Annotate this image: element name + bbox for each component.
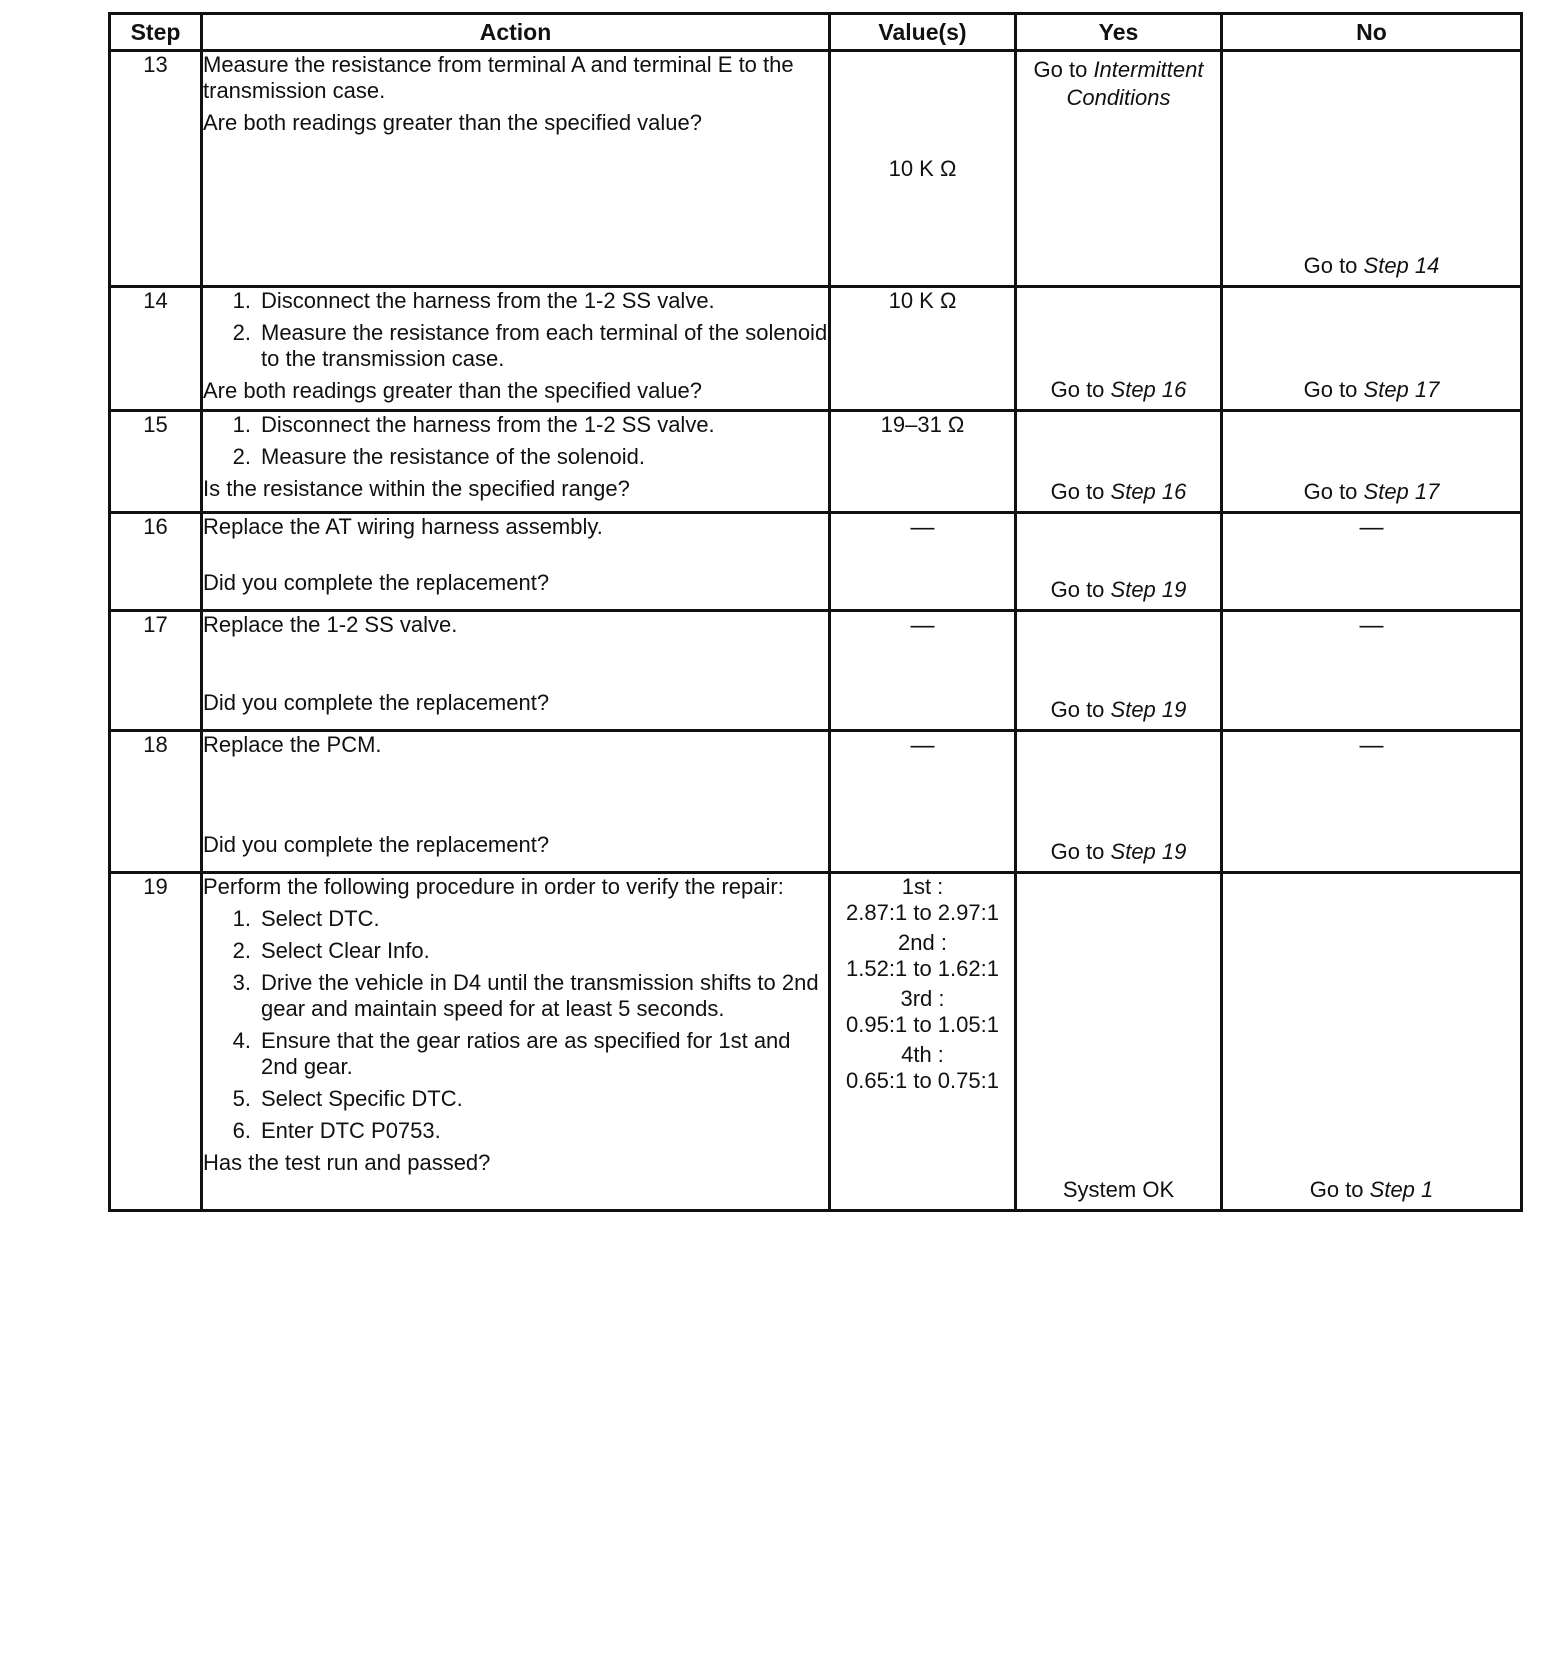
action-text: Measure the resistance from terminal A and terminal E to the transmission case.	[203, 52, 794, 103]
yes-cell	[1016, 411, 1222, 513]
action-text: Perform the following procedure in order to verify the repair:	[203, 874, 784, 899]
no-link: Step 1	[1369, 1177, 1434, 1202]
action-cell	[202, 873, 830, 1211]
step-number: 16	[110, 513, 202, 611]
yes-cell	[1016, 611, 1222, 731]
yes-cell	[1016, 873, 1222, 1211]
action-steps	[203, 288, 828, 372]
yes-cell	[1016, 731, 1222, 873]
yes-prefix: Go to	[1033, 57, 1094, 82]
value-cell: —	[830, 611, 1016, 731]
table-row	[110, 731, 1522, 873]
header-yes: Yes	[1016, 14, 1222, 51]
no-cell	[1222, 51, 1522, 287]
action-question: Did you complete the replacement?	[203, 570, 550, 595]
action-question: Did you complete the replacement?	[203, 832, 550, 857]
header-no: No	[1222, 14, 1522, 51]
yes-prefix: Go to	[1050, 479, 1111, 504]
no-cell: —	[1222, 513, 1522, 611]
no-cell	[1222, 287, 1522, 411]
table-row	[110, 287, 1522, 411]
yes-prefix: Go to	[1050, 577, 1111, 602]
step-number: 13	[110, 51, 202, 287]
no-cell: —	[1222, 731, 1522, 873]
no-prefix: Go to	[1309, 1177, 1370, 1202]
value-cell: 10 K Ω	[830, 51, 1016, 287]
action-question: Are both readings greater than the specified value?	[203, 110, 702, 135]
value-cell: 10 K Ω	[830, 287, 1016, 411]
no-cell: —	[1222, 611, 1522, 731]
yes-link: Step 16	[1110, 479, 1187, 504]
list-item: 6. Enter DTC P0753.	[232, 1118, 441, 1143]
yes-text: System OK	[1062, 1177, 1175, 1202]
yes-link: Step 19	[1110, 577, 1187, 602]
list-item: 2. Select Clear Info.	[232, 938, 430, 963]
list-item: 2. Measure the resistance from each terminal of the solenoid to the transmission case.	[232, 320, 828, 371]
action-steps	[203, 906, 828, 1144]
header-action: Action	[202, 14, 830, 51]
yes-link: Intermittent Conditions	[1066, 57, 1204, 110]
table-row	[110, 873, 1522, 1211]
yes-link: Step 19	[1110, 697, 1187, 722]
diagnostic-table	[108, 12, 1523, 1212]
no-link: Step 14	[1363, 253, 1440, 278]
table-row	[110, 51, 1522, 287]
action-cell	[202, 513, 830, 611]
ratio-1st: 1st : 2.87:1 to 2.97:1	[846, 874, 999, 925]
step-number: 18	[110, 731, 202, 873]
action-steps	[203, 412, 828, 470]
action-cell	[202, 411, 830, 513]
list-item: 1. Disconnect the harness from the 1-2 SS valve.	[232, 412, 715, 437]
no-cell	[1222, 873, 1522, 1211]
no-prefix: Go to	[1303, 479, 1364, 504]
action-question: Did you complete the replacement?	[203, 690, 550, 715]
action-question: Are both readings greater than the specified value?	[203, 378, 702, 403]
action-text: Replace the PCM.	[203, 732, 382, 757]
yes-prefix: Go to	[1050, 377, 1111, 402]
yes-prefix: Go to	[1050, 697, 1111, 722]
table-row	[110, 411, 1522, 513]
ratio-4th: 4th : 0.65:1 to 0.75:1	[846, 1042, 999, 1093]
no-prefix: Go to	[1303, 377, 1364, 402]
step-number: 14	[110, 287, 202, 411]
step-number: 17	[110, 611, 202, 731]
value-cell: 19–31 Ω	[830, 411, 1016, 513]
gear-ratios	[831, 874, 1014, 1094]
no-link: Step 17	[1363, 479, 1440, 504]
yes-link: Step 19	[1110, 839, 1187, 864]
list-item: 1. Disconnect the harness from the 1-2 SS valve.	[232, 288, 715, 313]
value-cell: —	[830, 731, 1016, 873]
ratio-3rd: 3rd : 0.95:1 to 1.05:1	[846, 986, 999, 1037]
no-link: Step 17	[1363, 377, 1440, 402]
list-item: 2. Measure the resistance of the solenoid.	[232, 444, 646, 469]
action-cell	[202, 287, 830, 411]
yes-cell	[1016, 513, 1222, 611]
list-item: 5. Select Specific DTC.	[232, 1086, 463, 1111]
value-cell: —	[830, 513, 1016, 611]
table-row	[110, 513, 1522, 611]
list-item: 3. Drive the vehicle in D4 until the transmission shifts to 2nd gear and maintain speed for at least 5 seconds.	[232, 970, 819, 1021]
action-cell	[202, 611, 830, 731]
list-item: 1. Select DTC.	[232, 906, 380, 931]
list-item: 4. Ensure that the gear ratios are as specified for 1st and 2nd gear.	[232, 1028, 791, 1079]
action-question: Is the resistance within the specified range?	[203, 476, 630, 501]
no-cell	[1222, 411, 1522, 513]
action-text: Replace the 1-2 SS valve.	[203, 612, 458, 637]
yes-cell	[1016, 287, 1222, 411]
step-number: 15	[110, 411, 202, 513]
header-row	[110, 14, 1522, 51]
yes-cell	[1016, 51, 1222, 287]
action-question: Has the test run and passed?	[203, 1150, 491, 1175]
yes-link: Step 16	[1110, 377, 1187, 402]
value-cell	[830, 873, 1016, 1211]
step-number: 19	[110, 873, 202, 1211]
ratio-2nd: 2nd : 1.52:1 to 1.62:1	[846, 930, 999, 981]
no-prefix: Go to	[1303, 253, 1364, 278]
action-text: Replace the AT wiring harness assembly.	[203, 514, 603, 539]
header-step: Step	[110, 14, 202, 51]
action-cell	[202, 51, 830, 287]
action-cell	[202, 731, 830, 873]
header-values: Value(s)	[830, 14, 1016, 51]
yes-prefix: Go to	[1050, 839, 1111, 864]
table-row	[110, 611, 1522, 731]
